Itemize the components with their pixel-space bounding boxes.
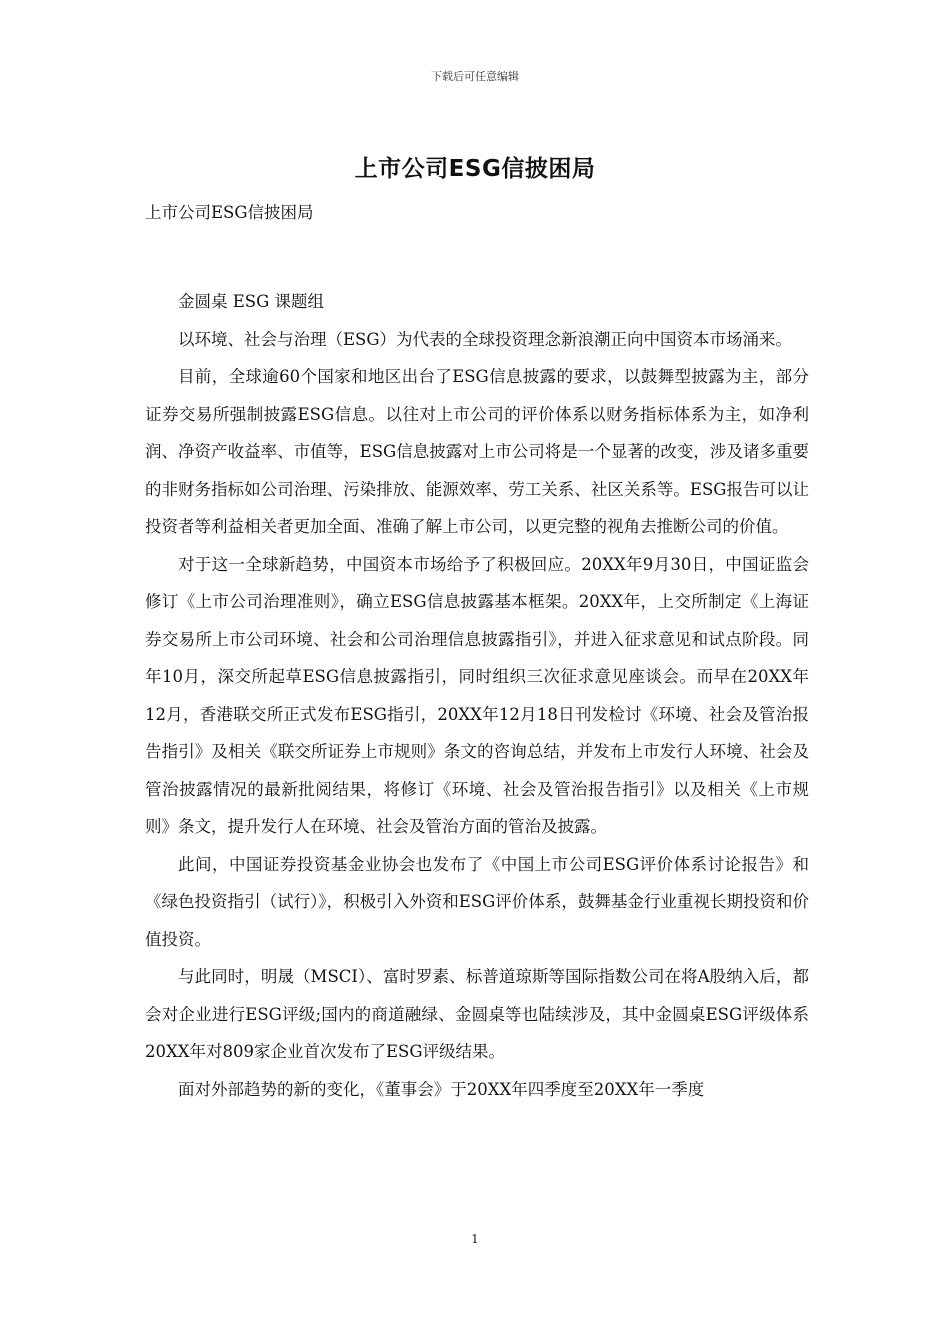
document-subtitle: 上市公司ESG信披困局 xyxy=(145,203,314,222)
page-number: 1 xyxy=(471,1232,479,1246)
paragraph: 目前，全球逾60个国家和地区出台了ESG信息披露的要求，以鼓舞型披露为主，部分证券交易所强制披露ESG信息。以往对上市公司的评价体系以财务指标体系为主，如净利润、净资产收益率、市值等，ESG信息披露对上市公司将是一个显著的改变，涉及诸多重要的非财务指标如公司治理、污染排放、能源效率、劳工关系、社区关系等。ESG报告可以让投资者等利益相关者更加全面、准确了解上市公司，以更完整的视角去推断公司的价值。 xyxy=(145,367,809,536)
document-title: 上市公司ESG信披困局 xyxy=(354,156,596,182)
document-body xyxy=(145,198,809,1108)
paragraph: 此间，中国证券投资基金业协会也发布了《中国上市公司ESG评价体系讨论报告》和《绿色投资指引（试行）》，积极引入外资和ESG评价体系，鼓舞基金行业重视长期投资和价值投资。 xyxy=(145,854,809,949)
paragraph: 与此同时，明晟（MSCI）、富时罗素、标普道琼斯等国际指数公司在将A股纳入后，都会对企业进行ESG评级;国内的商道融绿、金圆桌等也陆续涉及，其中金圆桌ESG评级体系20XX年对809家企业首次发布了ESG评级结果。 xyxy=(145,967,809,1061)
paragraph: 对于这一全球新趋势，中国资本市场给予了积极回应。20XX年9月30日，中国证监会修订《上市公司治理准则》，确立ESG信息披露基本框架。20XX年，上交所制定《上海证券交易所上市公司环境、社会和公司治理信息披露指引》，并进入征求意见和试点阶段。同年10月，深交所起草ESG信息披露指引，同时组织三次征求意见座谈会。而早在20XX年12月，香港联交所正式发布ESG指引，20XX年12月18日刊发检讨《环境、社会及管治报告指引》及相关《联交所证券上市规则》条文的咨询总结，并发布上市发行人环境、社会及管治披露情况的最新批阅结果，将修订《环境、社会及管治报告指引》以及相关《上市规则》条文，提升发行人在环境、社会及管治方面的管治及披露。 xyxy=(145,554,809,836)
paragraph: 以环境、社会与治理（ESG）为代表的全球投资理念新浪潮正向中国资本市场涌来。 xyxy=(178,329,793,349)
paragraph: 面对外部趋势的新的变化，《董事会》于20XX年四季度至20XX年一季度 xyxy=(178,1079,705,1099)
byline: 金圆桌 ESG 课题组 xyxy=(178,292,325,311)
page-header: 下载后可任意编辑 xyxy=(431,70,519,83)
